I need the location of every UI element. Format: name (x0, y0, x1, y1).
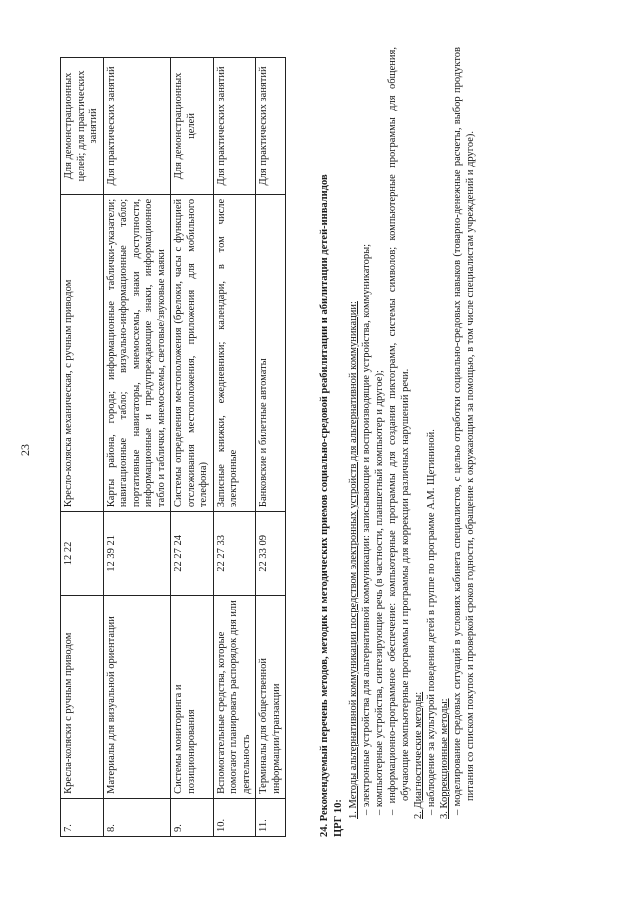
section-title-tail: ЦРГ 10: (333, 799, 344, 837)
row-name: Кресла-коляски с ручным приводом (61, 595, 104, 798)
table-row (171, 58, 214, 837)
section-title: 24. Рекомендуемый перечень методов, методик и методических приемов социально-средовой реабилитации и абилитации детей-инвалидов (319, 174, 330, 837)
table-row (256, 58, 286, 837)
row-number: 8. (103, 798, 171, 836)
row-name: Материалы для визуальной ориентации (103, 595, 171, 798)
table-row (103, 58, 171, 837)
method-group-2-label: 2. Диагностические методы: (413, 691, 424, 819)
row-code: 22 33 09 (256, 512, 286, 596)
row-description: Банковские и билетные автоматы (256, 194, 286, 511)
table-row (61, 58, 104, 837)
row-code: 22 27 33 (213, 512, 256, 596)
method-group-1 (347, 47, 360, 837)
methods-section (318, 47, 477, 837)
row-name: Терминалы для общественной информации/транзакции (256, 595, 286, 798)
row-purpose: Для демонстрационных целей (171, 58, 214, 195)
row-number: 11. (256, 798, 286, 836)
row-number: 7. (61, 798, 104, 836)
list-item: – компьютерные устройства, синтезирующие речь (в частности, планшетный компьютер и другое); (374, 370, 385, 815)
row-code: 12 39 21 (103, 512, 171, 596)
equipment-table (60, 57, 286, 837)
row-description: Карты района, города; информационные таблички-указатели; навигационные табло; визуально-информационные табло; портативные навигаторы, мнемосхемы, знаки доступности, информационные и предупреждающие знаки, информационное табло и таблички, мнемосхемы, световые/звуковые маяки (103, 194, 171, 511)
method-group-2 (412, 47, 425, 837)
row-description: Системы определения местоположения (брелоки, часы с функцией отслеживания местоположения, приложения для мобильного телефона) (171, 194, 214, 511)
table-row (213, 58, 256, 837)
row-description: Кресло-коляска механическая, с ручным приводом (61, 194, 104, 511)
row-code: 12 22 (61, 512, 104, 596)
row-purpose: Для практических занятий (213, 58, 256, 195)
list-item: – наблюдение за культурой поведения детей в группе по программе А.М. Щетининой. (426, 429, 437, 815)
list-item: – электронные устройства для альтернативной коммуникации: записывающие и воспроизводящие устройства, коммуникаторы; (361, 243, 372, 815)
row-purpose: Для демонстрационных целей; для практических занятий (61, 58, 104, 195)
list-item: – информационно-программное обеспечение: компьютерные программы для создания пиктограмм, системы символов; компьютерные программы для общения, обучающие компьютерные программы и программы для коррекции различных нарушений речи. (387, 47, 411, 815)
page-number: 23 (18, 444, 32, 456)
row-description: Записные книжки, ежедневники; календари, в том числе электронные (213, 194, 256, 511)
method-group-3 (438, 47, 451, 837)
row-purpose: Для практических занятий (103, 58, 171, 195)
row-name: Системы мониторинга и позиционирования (171, 595, 214, 798)
method-group-1-label: 1. Методы альтернативной коммуникации посредством электронных устройств для альтернативной коммуникации: (348, 301, 359, 819)
list-item: – моделирование средовых ситуаций в условиях кабинета специалистов, с целью отработки социально-средовых навыков (товарно-денежные расчеты, выбор продуктов питания со списком покупок и проверкой сроков годности, обращение к окружающим за помощью, в том числе специалистам учреждений и другое). (452, 47, 476, 815)
row-number: 10. (213, 798, 256, 836)
row-number: 9. (171, 798, 214, 836)
row-purpose: Для практических занятий (256, 58, 286, 195)
row-name: Вспомогательные средства, которые помогают планировать распорядок дня или деятельность (213, 595, 256, 798)
method-group-3-label: 3. Коррекционные методы: (439, 698, 450, 819)
row-code: 22 27 24 (171, 512, 214, 596)
